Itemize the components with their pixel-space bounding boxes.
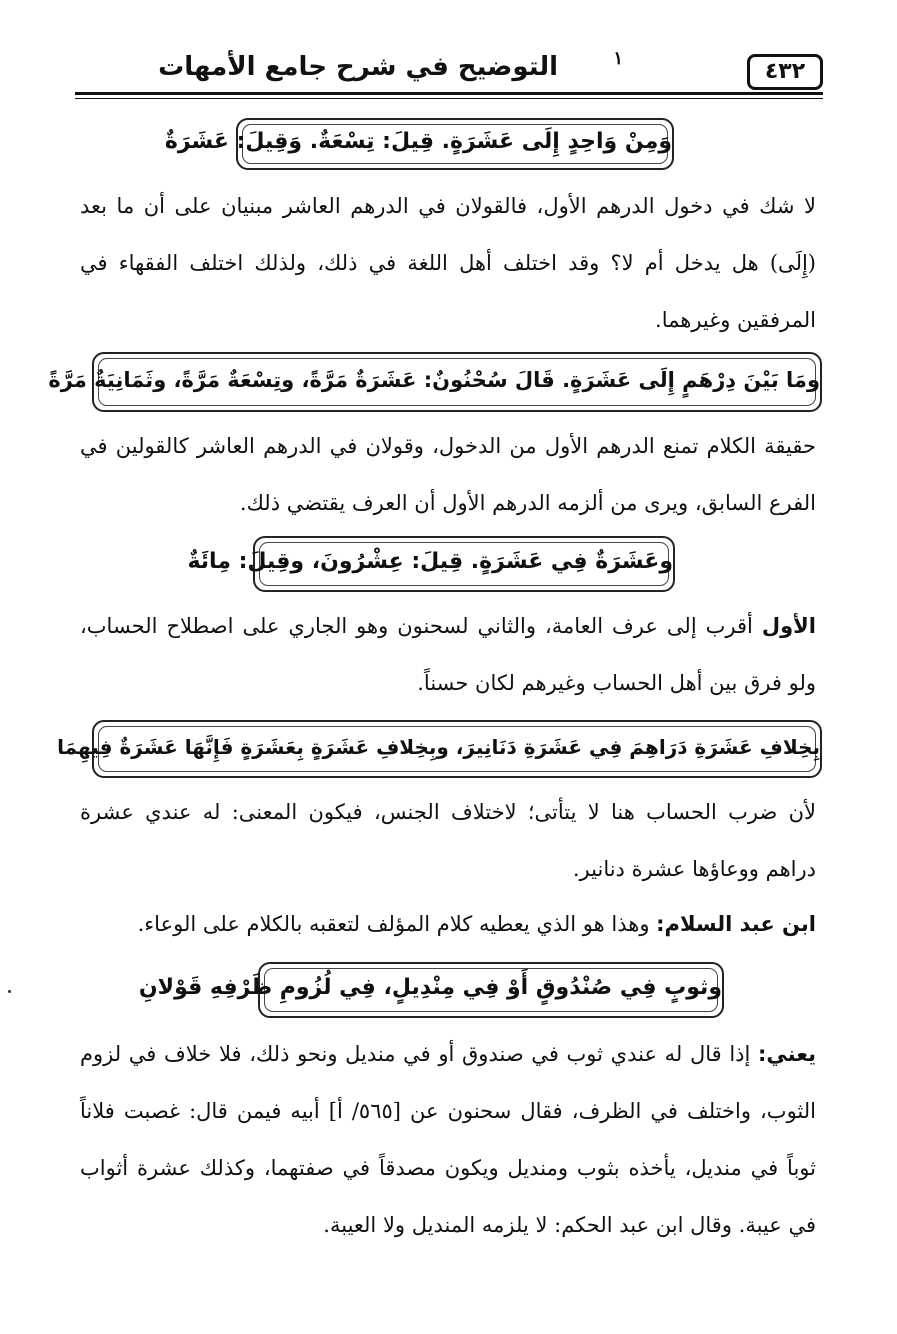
- commentary-paragraph: [80, 896, 816, 953]
- commentary-paragraph: [80, 418, 816, 532]
- commentary-text: لا شك في دخول الدرهم الأول، فالقولان في الدرهم العاشر مبنيان على أن ما بعد (إِلَى) هل يدخل أم لا؟ وقد اختلف أهل اللغة في ذلك، ولذلك اختلف الفقهاء في المرفقين وغيرهما.: [80, 194, 816, 332]
- commentary-text: أقرب إلى عرف العامة، والثاني لسحنون وهو الجاري على اصطلاح الحساب، ولو فرق بين أهل الحساب وغيرهم لكان حسناً.: [80, 614, 816, 695]
- commentary-lead: يعني:: [758, 1042, 816, 1066]
- commentary-text: إذا قال له عندي ثوب في صندوق أو في منديل ونحو ذلك، فلا خلاف في لزوم الثوب، واختلف في الظرف، فقال سحنون عن [٥٦٥/ أ] أبيه فيمن قال: غصبت فلاناً ثوباً في منديل، يأخذه بثوب ومنديل ويكون مصدقاً في صفتهما، وكذلك عشرة أثواب في عيبة. وقال ابن عبد الحكم: لا يلزمه المنديل ولا العيبة.: [80, 1042, 816, 1237]
- book-title: التوضيح في شرح جامع الأمهات: [158, 52, 558, 82]
- matn-text: وعَشَرَةٌ فِي عَشَرَةٍ. قِيلَ: عِشْرُونَ، وقِيلَ: مِائَةٌ: [187, 549, 673, 574]
- commentary-paragraph: [80, 784, 816, 898]
- commentary-paragraph: [80, 1026, 816, 1254]
- commentary-text: لأن ضرب الحساب هنا لا يتأتى؛ لاختلاف الجنس، فيكون المعنى: له عندي عشرة دراهم ووعاؤها عشرة دنانير.: [80, 800, 816, 881]
- scan-speck: [8, 990, 11, 993]
- page-number: ٤٣٢: [747, 54, 823, 90]
- commentary-text: وهذا هو الذي يعطيه كلام المؤلف لتعقبه بالكلام على الوعاء.: [137, 912, 657, 936]
- matn-box: [164, 118, 674, 170]
- commentary-paragraph: [80, 178, 816, 349]
- header-rule-thin: [75, 98, 823, 99]
- matn-box: [57, 720, 822, 778]
- matn-text: ومَا بَيْنَ دِرْهَمٍ إِلَى عَشَرَةٍ. قَالَ سُحْنُونٌ: عَشَرَةٌ مَرَّةً، وتِسْعَةٌ مَرَّةً، وثَمَانِيَةٌ مَرَّةً: [48, 368, 820, 392]
- commentary-lead: الأول: [761, 614, 816, 638]
- commentary-lead: ابن عبد السلام:: [656, 912, 816, 936]
- matn-box: [187, 536, 675, 592]
- matn-text: وثوبٍ فِي صُنْدُوقٍ أَوْ فِي مِنْدِيلٍ، فِي لُزُومِ ظَرْفِهِ قَوْلانِ: [138, 975, 722, 1000]
- header-mark: ١: [613, 48, 623, 69]
- commentary-paragraph: [80, 598, 816, 712]
- matn-text: بِخِلافِ عَشَرَةِ دَرَاهِمَ فِي عَشَرَةِ دَنَانِيرَ، وبِخِلافِ عَشَرَةٍ بِعَشَرَةٍ فَإِنَّهَا عَشَرَةٌ فِيهِمَا: [57, 735, 820, 759]
- matn-text: وَمِنْ وَاحِدٍ إِلَى عَشَرَةٍ. قِيلَ: تِسْعَةٌ. وَقِيلَ: عَشَرَةٌ: [164, 129, 672, 154]
- header-rule: [75, 92, 823, 95]
- page-header: [75, 48, 823, 104]
- matn-box: [138, 962, 724, 1018]
- matn-box: [48, 352, 822, 412]
- commentary-text: حقيقة الكلام تمنع الدرهم الأول من الدخول، وقولان في الدرهم العاشر كالقولين في الفرع السابق، ويرى من ألزمه الدرهم الأول أن العرف يقتضي ذلك.: [80, 434, 816, 515]
